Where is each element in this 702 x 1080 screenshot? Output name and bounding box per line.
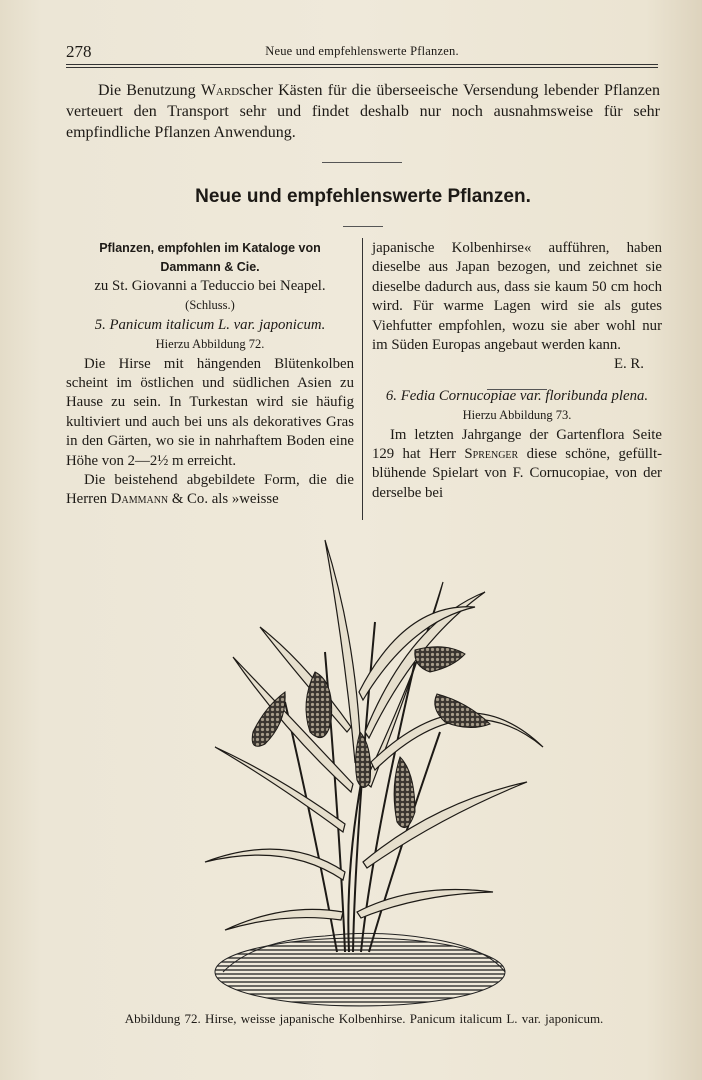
item-5-paragraph-2-start: Die beistehend abgebildete Form, die die Herren xyxy=(66,472,354,508)
section-title: Neue und empfehlenswerte Pflanzen. xyxy=(195,186,531,207)
page-number: 278 xyxy=(66,42,92,61)
left-column xyxy=(66,239,354,510)
millet-plant-engraving-icon xyxy=(175,532,555,1010)
item-6-paragraph-end: diese schöne, gefüllt-blühende Spielart von F. Cornucopiae, von der derselbe bei xyxy=(372,446,662,501)
item-5-paragraph-1: Die Hirse mit hängenden Blütenkolben scheint im östlichen und südlichen Asien zu Hause zu sein. In Turkestan wird sie häufig kultiviert und auch bei uns als dekoratives Gras in den Gärten, wo sie in nahrhaftem Boden eine Höhe von 2—2½ m erreicht. xyxy=(66,355,354,469)
catalog-heading-line2: Dammann & Cie. xyxy=(160,260,260,274)
right-column xyxy=(372,239,662,503)
column-divider xyxy=(362,238,363,520)
item-5-paragraph-2-end: & Co. als »weisse xyxy=(168,491,279,508)
intro-paragraph xyxy=(66,80,660,143)
item-5-title: 5. Panicum italicum L. var. japonicum. xyxy=(94,316,326,333)
author-signature: E. R. xyxy=(613,356,644,373)
item-5-figure-ref: Hierzu Abbildung 72. xyxy=(155,337,265,352)
continued-note: (Schluss.) xyxy=(185,298,235,313)
sprenger-name: Sprenger xyxy=(464,446,519,463)
dammann-name: Dammann xyxy=(110,491,169,508)
item-6-paragraph xyxy=(372,426,662,504)
figure-caption: Abbildung 72. Hirse, weisse japanische Kolbenhirse. Panicum italicum L. var. japonicum. xyxy=(124,1011,604,1026)
intro-text-end: scher Kästen für die überseeische Versendung lebender Pflanzen verteuert den Transport sehr und findet deshalb nur noch ausnahmsweise für sehr empfindliche Pflanzen Anwendung. xyxy=(66,82,660,141)
item-6-title: 6. Fedia Cornucopiae var. floribunda plena. xyxy=(385,387,649,404)
header-rule-top xyxy=(66,64,658,65)
section-divider xyxy=(322,162,402,163)
catalog-heading-line1: Pflanzen, empfohlen im Kataloge von xyxy=(99,241,321,255)
item-5-continued-paragraph: japanische Kolbenhirse« aufführen, haben dieselbe aus Japan bezogen, und zeichnet sie dieselbe dadurch aus, dass sie kaum 50 cm hoch wird. Für warme Lagen wird sie als gutes Viehfutter empfohlen, wozu sie aber wohl nur im Süden Europas angebaut werden kann. xyxy=(372,240,662,354)
title-underline xyxy=(343,226,383,227)
item-6-figure-ref: Hierzu Abbildung 73. xyxy=(462,408,572,423)
catalog-location: zu St. Giovanni a Teduccio bei Neapel. xyxy=(94,278,326,294)
intro-text-start: Die Benutzung xyxy=(98,82,201,99)
intro-name: Ward xyxy=(200,82,240,99)
header-rule-bottom xyxy=(66,67,658,68)
item-5-paragraph-2 xyxy=(66,471,354,510)
item-divider xyxy=(487,389,547,390)
running-title: Neue und empfehlenswerte Pflanzen. xyxy=(265,44,459,58)
item-6-paragraph-start: Im letzten Jahrgange der Gartenflora Seite 129 hat Herr xyxy=(372,426,662,463)
